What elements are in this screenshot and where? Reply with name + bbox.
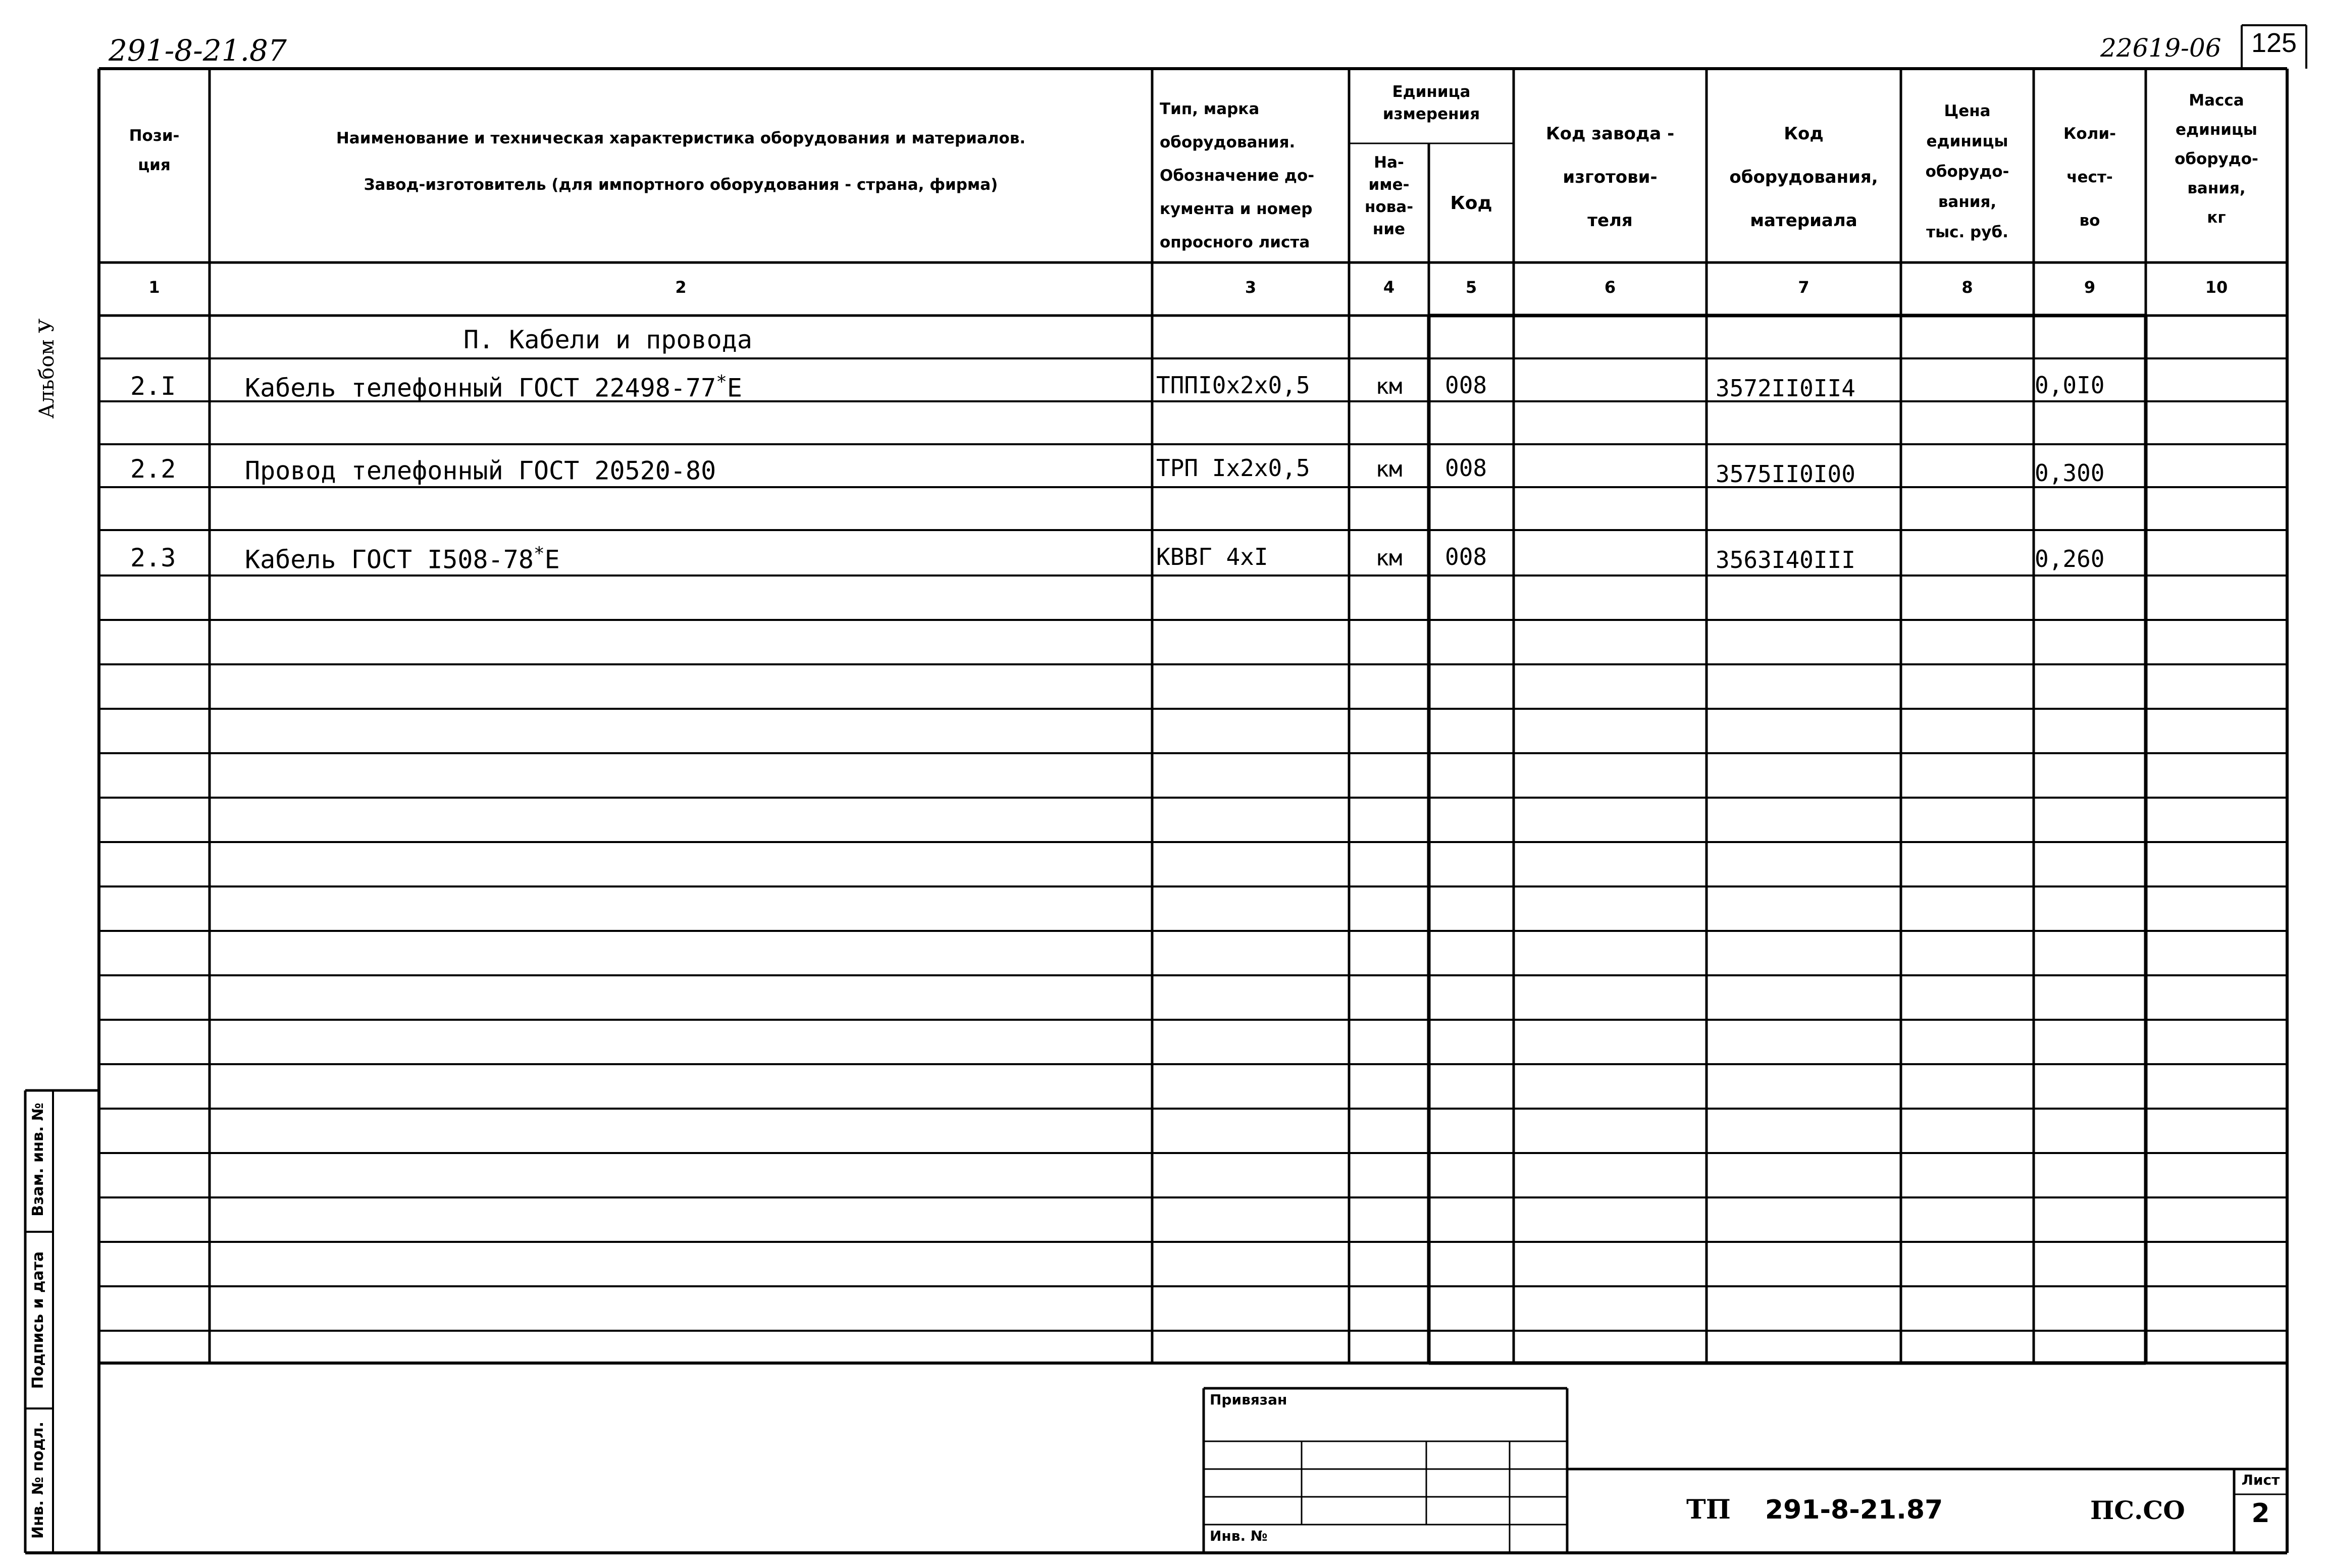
row-unit-code: 008: [1445, 372, 1487, 399]
doc-number: 291-8-21.87: [1765, 1495, 1943, 1525]
row-unit: км: [1375, 374, 1403, 399]
row-name-suffix: Е: [727, 373, 742, 403]
header-factory-code: Код завода - изготови- теля: [1545, 124, 1675, 231]
page-number: 125: [2251, 28, 2297, 58]
row-quantity: 0,0I0: [2035, 372, 2105, 399]
header-price: Цена единицы оборудо- вания, тыс. руб.: [1925, 102, 2009, 241]
row-name-text: Кабель телефонный ГОСТ 22498-77: [245, 373, 716, 403]
section-title: П. Кабели и провода: [463, 325, 752, 354]
header-quantity: Коли- чест- во: [2063, 125, 2116, 230]
header-unit: Единица измерения: [1382, 83, 1480, 123]
row-position: 2.I: [130, 372, 176, 401]
stamp-vzam-inv: Взам. инв. №: [29, 1103, 47, 1217]
row-type: ТРП Iх2х0,5: [1156, 454, 1310, 482]
row-name-text: Кабель ГОСТ I508-78: [245, 545, 534, 574]
column-number-1: 1: [148, 278, 160, 297]
sheet-label: Лист: [2241, 1472, 2280, 1488]
row-quantity: 0,260: [2035, 545, 2105, 572]
row-equipment-code: 3572II0II4: [1716, 375, 1855, 402]
row-name-sup: *: [716, 372, 727, 392]
row-type: КВВГ 4хI: [1156, 543, 1268, 570]
row-type: ТППI0х2х0,5: [1156, 372, 1310, 399]
doc-type: ПС.СО: [2090, 1495, 2185, 1525]
row-position: 2.2: [130, 454, 176, 484]
sheet-number: 2: [2251, 1498, 2270, 1529]
header-unit-name: На- име- нова- ние: [1364, 153, 1414, 238]
header-equipment-code: Код оборудования, материала: [1729, 124, 1878, 231]
row-equipment-code: 3575II0I00: [1716, 460, 1855, 488]
stamp-inv-podl: Инв. № подл.: [29, 1421, 47, 1539]
row-name: [245, 543, 560, 574]
stamp-podpis-data: Подпись и дата: [29, 1251, 47, 1389]
row-equipment-code: 3563I40III: [1716, 546, 1855, 573]
row-name: [245, 372, 742, 403]
row-unit-code: 008: [1445, 454, 1487, 482]
column-number-4: 4: [1383, 278, 1395, 297]
column-number-5: 5: [1465, 278, 1477, 297]
row-quantity: 0,300: [2035, 459, 2105, 487]
doc-code-handwritten: 291-8-21.87: [109, 33, 287, 68]
stamp-inv-no: Инв. №: [1210, 1528, 1268, 1544]
row-position: 2.3: [130, 543, 176, 572]
album-label: Альбом У: [35, 318, 59, 419]
doc-designation: [1686, 1494, 1943, 1525]
row-name: [245, 454, 716, 486]
header-type: Тип, марка оборудования. Обозначение до- кумента и номер опросного листа: [1160, 100, 1315, 251]
header-position: Пози- ция: [129, 127, 180, 174]
column-number-8: 8: [1961, 278, 1973, 297]
column-number-2: 2: [675, 278, 687, 297]
row-unit: км: [1375, 456, 1403, 482]
archive-number: 22619-06: [2100, 33, 2221, 63]
row-unit-code: 008: [1445, 543, 1487, 570]
row-name-sup: *: [533, 543, 545, 564]
header-name: Наименование и техническая характеристика оборудования и материалов. Завод-изготовитель (для импортного оборудования - страна, фирма): [336, 129, 1026, 194]
column-number-6: 6: [1604, 278, 1616, 297]
row-name-suffix: Е: [544, 545, 560, 574]
row-name-text: Провод телефонный ГОСТ 20520-80: [245, 456, 716, 486]
column-number-3: 3: [1245, 278, 1257, 297]
stamp-privyazan: Привязан: [1210, 1391, 1287, 1408]
header-mass: Масса единицы оборудо- вания, кг: [2175, 91, 2258, 227]
doc-prefix: ТП: [1686, 1494, 1731, 1525]
column-number-7: 7: [1798, 278, 1810, 297]
row-unit: км: [1375, 545, 1403, 571]
column-number-10: 10: [2205, 278, 2228, 297]
header-unit-code: Код: [1450, 193, 1492, 214]
column-number-9: 9: [2084, 278, 2096, 297]
